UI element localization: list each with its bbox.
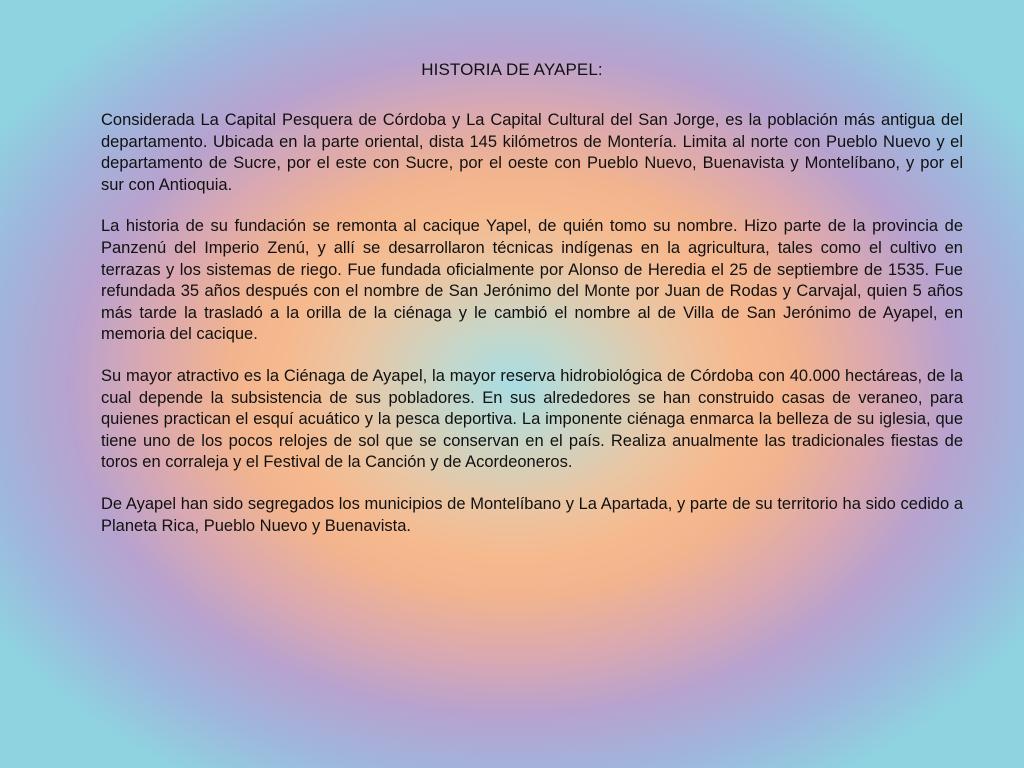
paragraph-1: Considerada La Capital Pesquera de Córdoba y La Capital Cultural del San Jorge, es la población más antigua del departamento. Ubicada en la parte oriental, dista 145 kilómetros de Montería. Limita al norte con Pueblo Nuevo y el departamento de Sucre, por el este con Sucre, por el oeste con Pueblo Nuevo, Buenavista y Montelíbano, y por el sur con Antioquia. xyxy=(101,111,963,194)
slide-body xyxy=(101,110,963,557)
paragraph-4: De Ayapel han sido segregados los municipios de Montelíbano y La Apartada, y parte de su territorio ha sido cedido a Planeta Rica, Pueblo Nuevo y Buenavista. xyxy=(101,494,963,535)
paragraph-3: Su mayor atractivo es la Ciénaga de Ayapel, la mayor reserva hidrobiológica de Córdoba con 40.000 hectáreas, de la cual depende la subsistencia de sus pobladores. En sus alrededores se han construido casas de veraneo, para quienes practican el esquí acuático y la pesca deportiva. La imponente ciénaga enmarca la belleza de su iglesia, que tiene uno de los pocos relojes de sol que se conservan en el país. Realiza anualmente las tradicionales fiestas de toros en corraleja y el Festival de la Canción y de Acordeoneros. xyxy=(101,366,963,472)
slide-title: HISTORIA DE AYAPEL: xyxy=(421,60,603,79)
paragraph-2: La historia de su fundación se remonta al cacique Yapel, de quién tomo su nombre. Hizo parte de la provincia de Panzenú del Imperio Zenú, y allí se desarrollaron técnicas indígenas en la agricultura, tales como el cultivo en terrazas y los sistemas de riego. Fue fundada oficialmente por Alonso de Heredia el 25 de septiembre de 1535. Fue refundada 35 años después con el nombre de San Jerónimo del Monte por Juan de Rodas y Carvajal, quien 5 años más tarde la trasladó a la orilla de la ciénaga y le cambió el nombre al de Villa de San Jerónimo de Ayapel, en memoria del cacique. xyxy=(101,217,963,344)
